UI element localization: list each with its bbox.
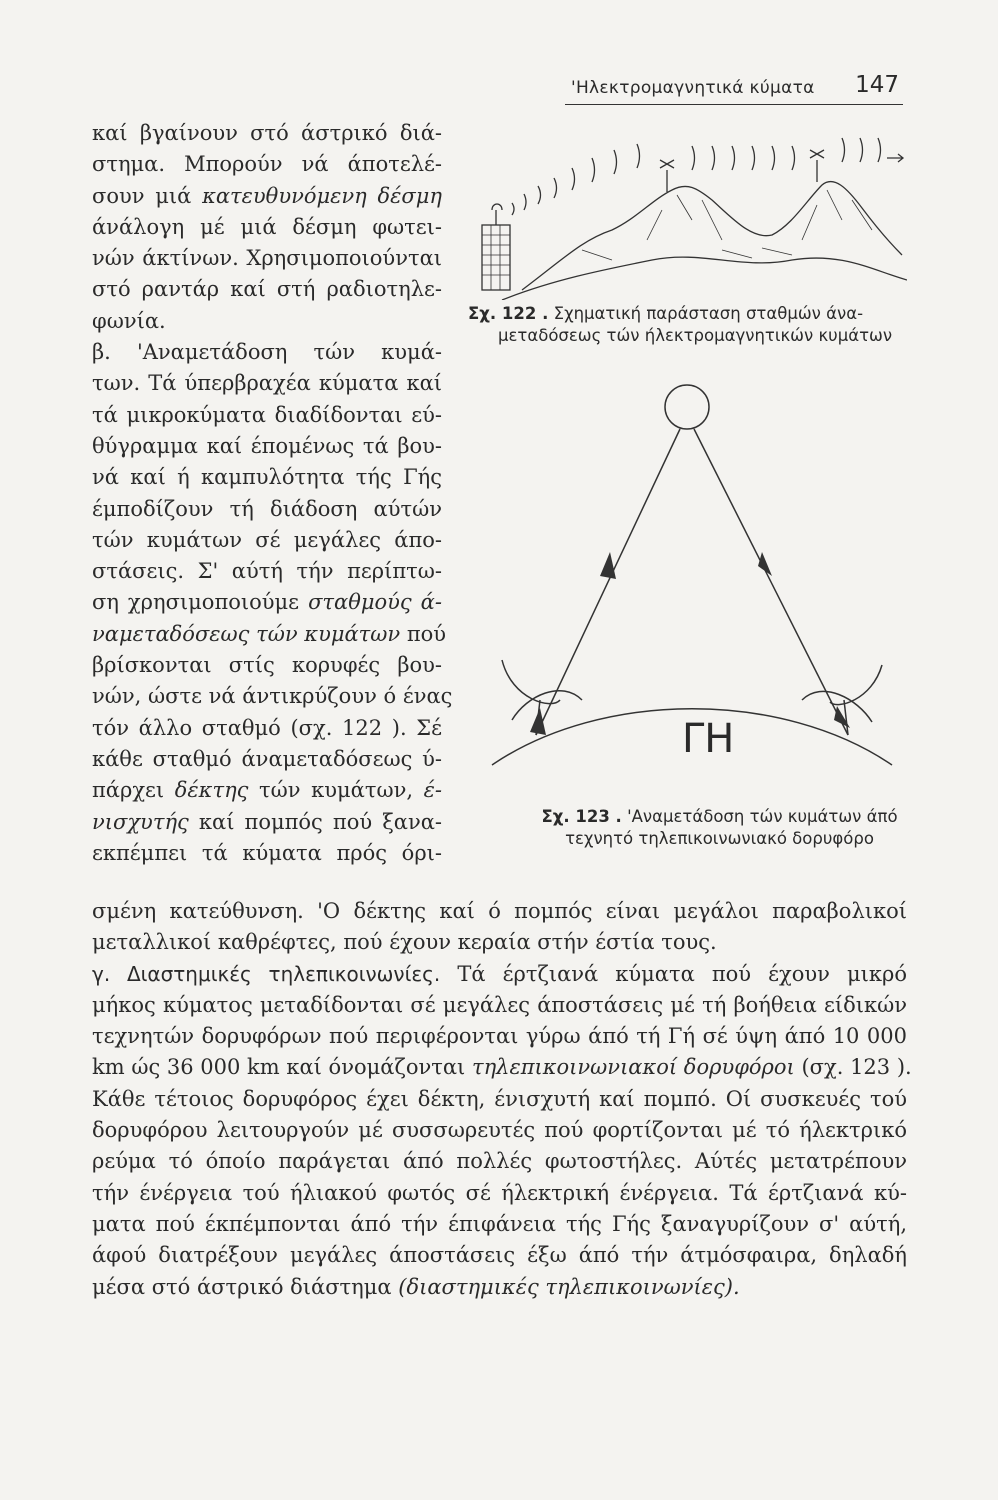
- italic-term: σταθμούς ά-: [308, 590, 442, 615]
- tower-grid: [482, 225, 510, 290]
- relay-dish-1: [660, 160, 674, 192]
- text-line: σμένη κατεύθυνση. 'Ο δέκτης καί ό πομπός είναι μεγάλοι παραβολικοί: [92, 899, 907, 923]
- mountain-shading: [647, 190, 872, 240]
- text-line: [92, 1052, 912, 1083]
- caption-text: τεχνητό τηλεπικοινωνιακό δορυφόρο: [565, 829, 874, 848]
- text-line: των. Τά ύπερβραχέα κύματα καί: [92, 371, 442, 396]
- text-line: εκπέμπει τά κύματα πρός όρι-: [92, 840, 442, 865]
- downlink-line: [694, 429, 848, 735]
- text-line: τεχνητών δορυφόρων πού περιφέρονται γύρω άπό τή Γή σέ ύψη άπό 10 000: [92, 1024, 907, 1049]
- text-line: [92, 959, 907, 990]
- ground-dish-right: [802, 665, 882, 722]
- page-header: [565, 72, 903, 105]
- text-fragment: πού: [406, 621, 447, 646]
- text-line: άνάλογη μέ μιά δέσμη φωτει-: [92, 214, 442, 239]
- running-title: 'Ηλεκτρομαγνητικά κύματα: [571, 78, 815, 98]
- text-line: βρίσκονται στίς κορυφές βου-: [92, 653, 442, 678]
- text-line: καί βγαίνουν στό άστρικό διά-: [92, 121, 442, 145]
- figure-label: Σχ. 122 .: [468, 304, 549, 323]
- italic-term: νισχυτής: [92, 809, 189, 834]
- text-line: τήν ένέργεια τού ήλιακού φωτός σέ ήλεκτρική ένέργεια. Τά έρτζιανά κύ-: [92, 1180, 907, 1205]
- text-line: στάσεις. Σ' αύτή τήν περίπτω-: [92, 559, 442, 584]
- foothills: [502, 257, 907, 300]
- text-line: νών άκτίνων. Χρησιμοποιούνται: [92, 246, 442, 271]
- caption-text: μεταδόσεως τών ήλεκτρομαγνητικών κυμάτων: [498, 326, 893, 345]
- text-line: έμποδίζουν τή διάδοση αύτών: [92, 496, 442, 521]
- text-line: τά μικροκύματα διαδίδονται εύ-: [92, 402, 442, 427]
- text-fragment: μέσα στό άστρικό διάστημα: [92, 1274, 392, 1299]
- text-fragment: Τά έρτζιανά κύματα πού έχουν μικρό: [457, 961, 907, 986]
- figure-123-satellite-relay: [482, 380, 902, 795]
- figure-122-relay-stations: [462, 130, 907, 300]
- italic-term: δέκτης: [174, 778, 249, 803]
- uplink-line: [536, 429, 680, 735]
- text-fragment: πάρχει: [92, 778, 165, 803]
- text-line: ματα πού έκπέμπονται άπό τήν έπιφάνεια τής Γής ξαναγυρίζουν σ' αύτή,: [92, 1211, 907, 1236]
- tower-antenna: [492, 204, 502, 225]
- text-line: τών κυμάτων σέ μεγάλες άπο-: [92, 527, 442, 552]
- wave-arcs-3: [842, 138, 903, 162]
- full-width-text: [92, 896, 912, 1303]
- hill-shading: [582, 248, 792, 260]
- text-line: κάθε σταθμό άναμεταδόσεως ύ-: [92, 746, 442, 771]
- text-line: [92, 1272, 907, 1303]
- uplink-arrow-mid: [600, 552, 616, 579]
- text-fragment: καί πομπός πού ξανα-: [198, 809, 442, 834]
- text-line: νών, ώστε νά άντικρύζουν ό ένας: [92, 684, 453, 709]
- text-fragment: ση χρησιμοποιούμε: [92, 590, 300, 615]
- text-fragment: km ώς 36 000 km καί όνομάζονται: [92, 1055, 466, 1080]
- text-line: [92, 587, 442, 618]
- italic-term: ναμεταδόσεως τών κυμάτων: [92, 621, 401, 646]
- downlink-arrow-mid: [758, 552, 772, 576]
- satellite: [665, 385, 709, 429]
- text-line: [92, 775, 442, 806]
- figure-123-caption: [532, 806, 907, 850]
- text-fragment: σουν μιά: [92, 183, 192, 208]
- figure-label: Σχ. 123 .: [541, 807, 622, 826]
- text-line: δορυφόρου λειτουργούν μέ συσσωρευτές πού φορτίζονται μέ τό ήλεκτρικό: [92, 1118, 907, 1143]
- text-line: Κάθε τέτοιος δορυφόρος έχει δέκτη, ένισχυτή καί πομπό. Οί συσκευές τού: [92, 1086, 907, 1111]
- text-line: μήκος κύματος μεταδίδονται σέ μεγάλες άποστάσεις μέ τή βοήθεια είδικών: [92, 992, 907, 1017]
- text-line: φωνία.: [92, 308, 166, 333]
- left-column-text: [92, 118, 453, 869]
- text-fragment: (σχ. 123 ).: [801, 1055, 912, 1080]
- caption-text: Σχηματική παράσταση σταθμών άνα-: [553, 304, 864, 323]
- section-heading-c: γ. Διαστημικές τηλεπικοινωνίες.: [92, 961, 441, 986]
- page-number: 147: [855, 72, 899, 98]
- text-line: θύγραμμα καί έπομένως τά βου-: [92, 433, 442, 458]
- text-line: στημα. Μπορούν νά άποτελέ-: [92, 152, 442, 177]
- text-line: τόν άλλο σταθμό (σχ. 122 ). Σέ: [92, 715, 442, 740]
- italic-term: τηλεπικοινωνιακοί δορυφόροι: [471, 1055, 795, 1080]
- section-heading-b: β. 'Αναμετάδοση τών κυμά-: [92, 340, 442, 365]
- mountain-ridge: [522, 182, 902, 290]
- caption-text: 'Αναμετάδοση τών κυμάτων άπό: [627, 807, 898, 826]
- caption-line: [468, 303, 908, 325]
- relay-dish-2: [810, 150, 824, 182]
- text-line: μεταλλικοί καθρέφτες, πού έχουν κεραία στήν έστία τους.: [92, 930, 717, 955]
- text-line: ρεύμα τό όποίο παράγεται άπό πολλές φωτοστήλες. Αύτές μετατρέπουν: [92, 1149, 907, 1174]
- text-line: νά καί ή καμπυλότητα τής Γής: [92, 465, 442, 490]
- text-fragment: τών κυμάτων,: [259, 778, 414, 803]
- italic-term: έ-: [423, 778, 442, 803]
- italic-term: κατευθυνόμενη δέσμη: [202, 183, 442, 208]
- figure-122-caption: [468, 303, 908, 347]
- wave-arcs-2: [692, 146, 795, 170]
- text-line: [92, 181, 442, 212]
- earth-label: ΓΗ: [682, 716, 735, 762]
- wave-arcs-1: [512, 144, 640, 215]
- text-line: [92, 619, 447, 650]
- ground-dish-left: [502, 660, 582, 720]
- text-line: άφού διατρέξουν μεγάλες άποστάσεις έξω άπό τήν άτμόσφαιρα, δηλαδή: [92, 1243, 907, 1268]
- text-line: [92, 807, 442, 838]
- italic-term: (διαστημικές τηλεπικοινωνίες).: [398, 1274, 740, 1299]
- text-line: στό ραντάρ καί στή ραδιοτηλε-: [92, 277, 442, 302]
- caption-line: [532, 806, 907, 828]
